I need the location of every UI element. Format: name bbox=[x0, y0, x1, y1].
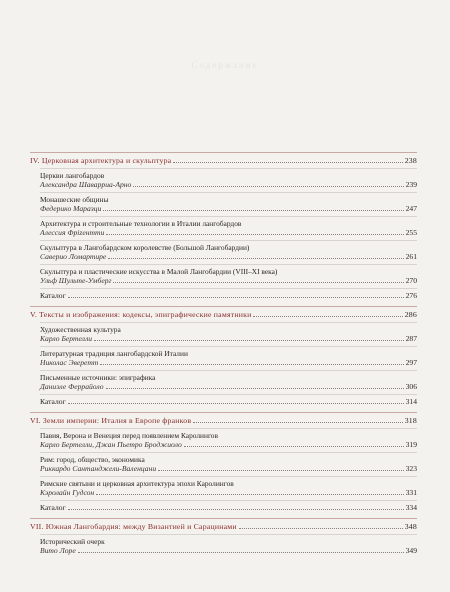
toc-entry[interactable] bbox=[40, 264, 417, 285]
entry-author: Карло Бертелли bbox=[40, 334, 93, 343]
catalog-entry[interactable] bbox=[40, 394, 417, 406]
toc-entry[interactable] bbox=[40, 322, 417, 343]
leader-dots bbox=[100, 358, 403, 365]
entry-page-number: 323 bbox=[405, 464, 417, 473]
section-heading[interactable] bbox=[30, 310, 417, 319]
toc-entry[interactable] bbox=[40, 476, 417, 497]
leader-dots bbox=[108, 252, 403, 259]
catalog-page-number: 314 bbox=[405, 397, 417, 406]
leader-dots bbox=[253, 310, 402, 317]
entry-title: Художественная культура bbox=[40, 325, 121, 334]
entry-author-row bbox=[40, 488, 417, 497]
leader-dots bbox=[68, 503, 404, 510]
catalog-row bbox=[40, 291, 417, 300]
leader-dots bbox=[68, 291, 404, 298]
entry-divider bbox=[40, 240, 417, 241]
leader-dots bbox=[96, 488, 403, 495]
entry-divider bbox=[40, 216, 417, 217]
entry-page-number: 349 bbox=[405, 546, 417, 555]
entry-author: Александра Шаварриа-Арно bbox=[40, 180, 132, 189]
entry-title: Рим: город, общество, экономика bbox=[40, 455, 145, 464]
entry-divider bbox=[40, 534, 417, 535]
toc-entry[interactable] bbox=[40, 192, 417, 213]
toc-section bbox=[30, 306, 417, 406]
section-page-number: 286 bbox=[404, 310, 417, 319]
entry-author-row bbox=[40, 228, 417, 237]
toc-entry[interactable] bbox=[40, 370, 417, 391]
catalog-row bbox=[40, 397, 417, 406]
entry-title: Письменные источники: эпиграфика bbox=[40, 373, 156, 382]
entry-divider bbox=[40, 394, 417, 395]
toc-entry[interactable] bbox=[40, 168, 417, 189]
section-heading[interactable] bbox=[30, 156, 417, 165]
entry-author: Николас Эверетт bbox=[40, 358, 99, 367]
section-items bbox=[40, 168, 417, 300]
entry-title: Павия, Верона и Венеция перед появлением Каролингов bbox=[40, 431, 218, 440]
catalog-entry[interactable] bbox=[40, 500, 417, 512]
entry-title: Церкви лангобардов bbox=[40, 171, 105, 180]
entry-author-row bbox=[40, 252, 417, 261]
entry-divider bbox=[40, 346, 417, 347]
entry-divider bbox=[40, 452, 417, 453]
entry-author: Даниэле Феррайоло bbox=[40, 382, 104, 391]
section-items bbox=[40, 428, 417, 512]
leader-dots bbox=[193, 416, 402, 423]
entry-page-number: 255 bbox=[405, 228, 417, 237]
entry-divider bbox=[40, 288, 417, 289]
entry-author-row bbox=[40, 276, 417, 285]
entry-title: Исторический очерк bbox=[40, 537, 105, 546]
entry-author: Кэролайн Гудсон bbox=[40, 488, 95, 497]
table-of-contents bbox=[30, 152, 417, 561]
leader-dots bbox=[113, 276, 403, 283]
leader-dots bbox=[68, 397, 404, 404]
faint-page-title: Содержание bbox=[191, 60, 259, 70]
section-title: VII. Южная Лангобардия: между Византией и Сарацинами bbox=[30, 522, 237, 531]
entry-divider bbox=[40, 500, 417, 501]
entry-author-row bbox=[40, 546, 417, 555]
entry-author: Карло Бертелли, Джан Пьетро Броджиоло bbox=[40, 440, 182, 449]
section-items bbox=[40, 322, 417, 406]
toc-entry[interactable] bbox=[40, 534, 417, 555]
entry-divider bbox=[40, 476, 417, 477]
entry-title: Архитектура и строительные технологии в Италии лангобардов bbox=[40, 219, 242, 228]
section-heading[interactable] bbox=[30, 522, 417, 531]
catalog-row bbox=[40, 503, 417, 512]
entry-author-row bbox=[40, 204, 417, 213]
entry-author: Алессия Фрizентти bbox=[40, 228, 105, 237]
section-title: IV. Церковная архитектура и скульптура bbox=[30, 156, 172, 165]
entry-page-number: 319 bbox=[405, 440, 417, 449]
leader-dots bbox=[158, 464, 403, 471]
entry-page-number: 287 bbox=[405, 334, 417, 343]
toc-section bbox=[30, 518, 417, 555]
entry-divider bbox=[40, 168, 417, 169]
entry-title: Скульптура в Лангобардском королевстве (Большой Лангобардии) bbox=[40, 243, 250, 252]
entry-author-row bbox=[40, 180, 417, 189]
entry-page-number: 270 bbox=[405, 276, 417, 285]
toc-entry[interactable] bbox=[40, 216, 417, 237]
section-page-number: 318 bbox=[404, 416, 417, 425]
leader-dots bbox=[173, 156, 402, 163]
leader-dots bbox=[103, 204, 403, 211]
entry-author: Федерико Маразци bbox=[40, 204, 102, 213]
leader-dots bbox=[133, 180, 403, 187]
toc-entry[interactable] bbox=[40, 428, 417, 449]
entry-author-row bbox=[40, 382, 417, 391]
entry-divider bbox=[40, 428, 417, 429]
toc-entry[interactable] bbox=[40, 240, 417, 261]
catalog-entry[interactable] bbox=[40, 288, 417, 300]
entry-author-row bbox=[40, 334, 417, 343]
leader-dots bbox=[94, 334, 404, 341]
entry-author: Риккардо Сантанджели-Валенцани bbox=[40, 464, 157, 473]
entry-author-row bbox=[40, 440, 417, 449]
entry-title: Скульптура и пластические искусства в Малой Лангобардии (VIII–XI века) bbox=[40, 267, 278, 276]
entry-page-number: 247 bbox=[405, 204, 417, 213]
entry-divider bbox=[40, 370, 417, 371]
catalog-label: Каталог bbox=[40, 291, 66, 300]
leader-dots bbox=[106, 228, 403, 235]
section-heading[interactable] bbox=[30, 416, 417, 425]
entry-page-number: 331 bbox=[405, 488, 417, 497]
section-items bbox=[40, 534, 417, 555]
leader-dots bbox=[184, 440, 404, 447]
leader-dots bbox=[78, 546, 404, 553]
catalog-label: Каталог bbox=[40, 503, 66, 512]
entry-divider bbox=[40, 322, 417, 323]
entry-title: Римские святыни и церковная архитектура эпохи Каролингов bbox=[40, 479, 234, 488]
catalog-label: Каталог bbox=[40, 397, 66, 406]
entry-title: Литературная традиция лангобардской Италии bbox=[40, 349, 188, 358]
toc-section bbox=[30, 152, 417, 300]
entry-divider bbox=[40, 192, 417, 193]
section-title: VI. Земли империи: Италия в Европе франков bbox=[30, 416, 192, 425]
entry-page-number: 261 bbox=[405, 252, 417, 261]
entry-page-number: 297 bbox=[405, 358, 417, 367]
toc-section bbox=[30, 412, 417, 512]
entry-author: Ульф Шульте-Умберг bbox=[40, 276, 112, 285]
toc-entry[interactable] bbox=[40, 452, 417, 473]
catalog-page-number: 334 bbox=[405, 503, 417, 512]
entry-divider bbox=[40, 264, 417, 265]
entry-author-row bbox=[40, 358, 417, 367]
entry-title: Монашеские общины bbox=[40, 195, 109, 204]
leader-dots bbox=[106, 382, 404, 389]
entry-author-row bbox=[40, 464, 417, 473]
section-page-number: 348 bbox=[404, 522, 417, 531]
toc-entry[interactable] bbox=[40, 346, 417, 367]
entry-page-number: 306 bbox=[405, 382, 417, 391]
entry-author: Вито Лоре bbox=[40, 546, 76, 555]
entry-page-number: 239 bbox=[405, 180, 417, 189]
section-page-number: 238 bbox=[404, 156, 417, 165]
entry-author: Саверио Ломартире bbox=[40, 252, 107, 261]
section-title: V. Тексты и изображения: кодексы, эпиграфические памятники bbox=[30, 310, 252, 319]
leader-dots bbox=[239, 522, 403, 529]
catalog-page-number: 276 bbox=[405, 291, 417, 300]
